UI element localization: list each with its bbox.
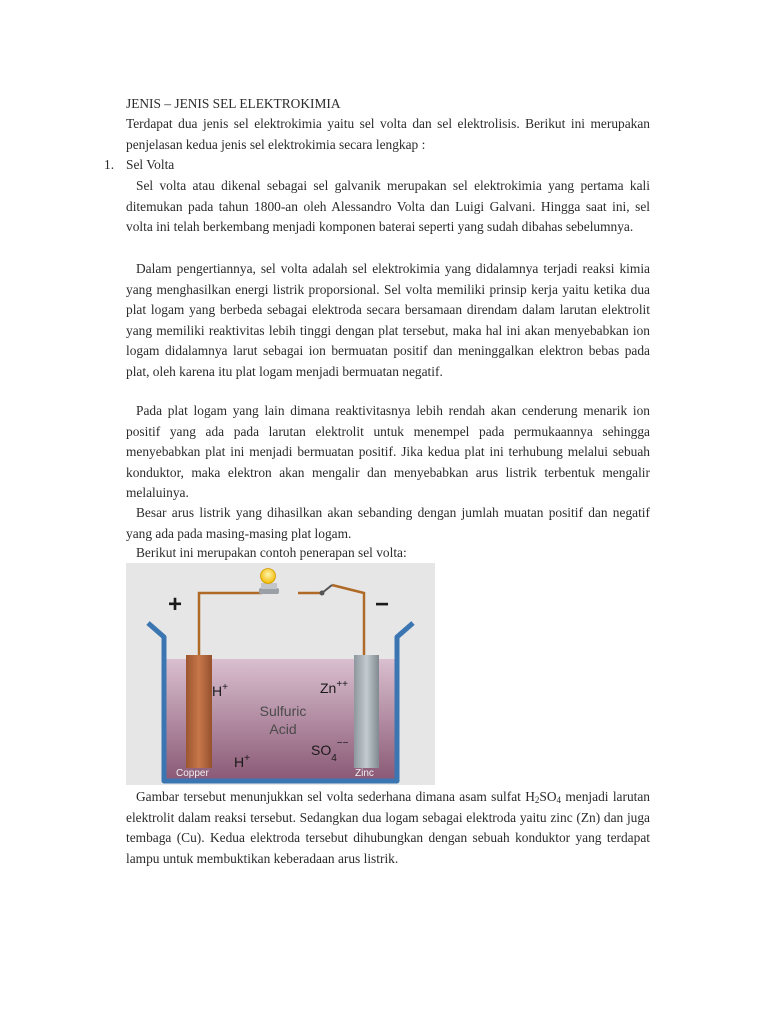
sulfate-ion-label: $SO_4^{--}$	[311, 738, 349, 764]
acid-label-line2: Acid	[269, 721, 297, 737]
hydrogen-ion-label-top: H+	[212, 682, 228, 699]
light-bulb-icon	[259, 569, 279, 595]
hydrogen-ion-label-bottom: H+	[234, 753, 250, 770]
positive-terminal-sign: +	[168, 591, 183, 618]
copper-electrode	[186, 655, 212, 768]
intro-paragraph: Terdapat dua jenis sel elektrokimia yaitu sel volta dan sel elektrolisis. Berikut ini merupakan penjelasan kedua jenis sel elektrokimia secara lengkap :	[126, 116, 650, 152]
zinc-electrode	[354, 655, 379, 768]
negative-terminal-sign: −	[375, 591, 390, 618]
switch-pivot	[320, 591, 325, 596]
voltaic-cell-figure	[126, 563, 435, 785]
paragraph-2: Dalam pengertiannya, sel volta adalah sel elektrokimia yang didalamnya terjadi reaksi kimia yang menghasilkan energi listrik proporsional. Sel volta memiliki prinsip kerja yaitu ketika dua plat logam yang berbeda sebagai elektroda secara bersamaan direndam dalam larutan elektrolit yang memiliki reaktivitas lebih tinggi dengan plat tersebut, maka hal ini akan menyebabkan ion logam didalamnya larut sebagai ion bermuatan positif dan meninggalkan elektron bebas pada plat, oleh karena itu plat logam menjadi bermuatan negatif.	[126, 261, 650, 379]
paragraph-3: Pada plat logam yang lain dimana reaktivitasnya lebih rendah akan cenderung menarik ion positif yang ada pada larutan elektrolit untuk menempel pada permukaannya sehingga menyebabkan plat ini menjadi bermuatan positif. Jika kedua plat ini terhubung melalui sebuah konduktor, maka elektron akan mengalir dan menyebabkan arus listrik terbentuk mengalir melaluinya.	[126, 403, 650, 501]
caption-subscript-4: 4	[556, 795, 562, 805]
paragraph-1: Sel volta atau dikenal sebagai sel galvanik merupakan sel elektrokimia yang pertama kali ditemukan pada tahun 1800-an oleh Alessandro Volta dan Luigi Galvani. Hingga saat ini, sel volta ini telah berkembang menjadi komponen baterai seperti yang sudah dibahas sebelumnya.	[126, 178, 650, 235]
acid-label-line1: Sulfuric	[259, 703, 307, 719]
zinc-label: Zinc	[355, 768, 374, 779]
paragraph-5: Berikut ini merupakan contoh penerapan sel volta:	[136, 545, 407, 560]
wire-right	[298, 585, 364, 655]
section-heading: JENIS – JENIS SEL ELEKTROKIMIA	[126, 96, 341, 111]
copper-label: Copper	[176, 768, 209, 779]
caption-text-3: menjadi larutan elektrolit dalam reaksi tersebut. Sedangkan dua logam sebagai elektroda yaitu zinc (Zn) dan juga tembaga (Cu). Kedua elektroda tersebut dihubungkan dengan sebuah konduktor yang terdapat lampu untuk membuktikan keberadaan arus listrik.	[126, 789, 651, 866]
figure-caption-paragraph	[126, 787, 650, 869]
caption-text-2: SO	[539, 789, 557, 804]
wire-left	[199, 593, 262, 655]
list-number: 1.	[104, 157, 115, 172]
paragraph-4: Besar arus listrik yang dihasilkan akan sebanding dengan jumlah muatan positif dan negatif yang ada pada masing-masing plat logam.	[126, 505, 650, 541]
voltaic-cell-diagram	[126, 563, 435, 785]
caption-subscript-2: 2	[534, 795, 540, 805]
list-label-sel-volta: Sel Volta	[126, 157, 175, 172]
zinc-ion-label: Zn++	[320, 679, 349, 696]
caption-text-1: Gambar tersebut menunjukkan sel volta sederhana dimana asam sulfat H	[136, 789, 535, 804]
